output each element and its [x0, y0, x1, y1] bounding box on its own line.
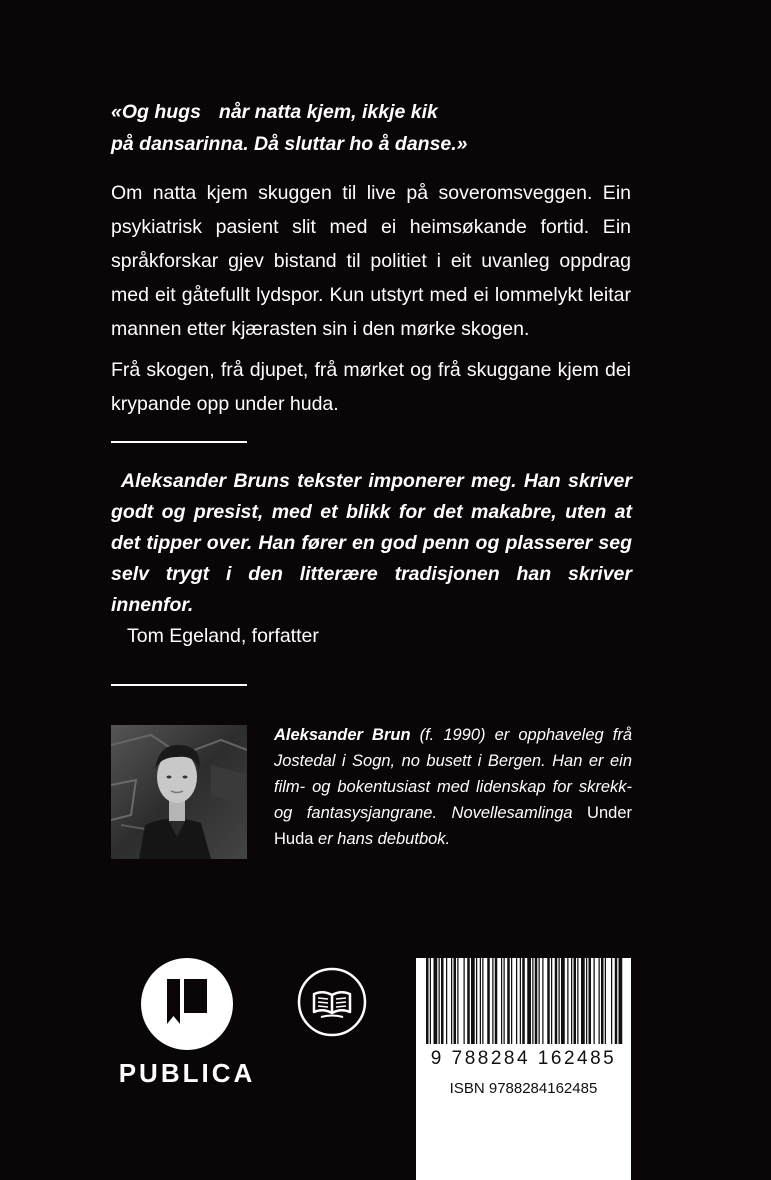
blurb-paragraph-1: Om natta kjem skuggen til live på soveromsveggen. Ein psykiatrisk pasient slit med ei heimsøkande fortid. Ein språkforskar gjev bistand til politiet i eit uvanleg oppdrag med eit gåtefullt lydspor. Kun utstyrt med ei lommelykt leitar mannen etter kjærasten sin i den mørke skogen. — [111, 182, 631, 340]
barcode-bar — [495, 958, 498, 1044]
barcode-bar — [567, 958, 568, 1044]
barcode-bar — [594, 958, 595, 1044]
barcode-bar — [527, 958, 531, 1044]
barcode-digits: 9 788284 162485 — [430, 1048, 617, 1069]
barcode-bar — [559, 958, 560, 1044]
barcode — [416, 958, 631, 1180]
barcode-bar — [577, 958, 578, 1044]
barcode-bar — [476, 958, 477, 1044]
author-name: Aleksander Brun — [274, 726, 411, 744]
barcode-bar — [522, 958, 525, 1044]
epigraph-quote — [111, 96, 651, 160]
barcode-bar — [487, 958, 490, 1044]
barcode-bar — [426, 958, 429, 1044]
barcode-bar — [561, 958, 565, 1044]
barcode-bar — [547, 958, 550, 1044]
author-photo — [111, 725, 247, 859]
barcode-bar — [539, 958, 540, 1044]
barcode-bar — [605, 958, 606, 1044]
barcode-bar — [464, 958, 465, 1044]
review-attribution: Tom Egeland, forfatter — [127, 625, 319, 647]
barcode-bar — [599, 958, 600, 1044]
barcode-bar — [492, 958, 493, 1044]
barcode-bar — [501, 958, 502, 1044]
barcode-bar — [601, 958, 604, 1044]
publica-logo-icon — [141, 958, 233, 1055]
barcode-bar — [551, 958, 552, 1044]
barcode-bar — [454, 958, 457, 1044]
divider-rule — [111, 684, 247, 686]
author-bio — [274, 722, 632, 852]
barcode-bar — [619, 958, 623, 1044]
epigraph-line2: på dansarinna. Då sluttar ho å danse.» — [111, 133, 468, 155]
blurb-paragraph-2: Frå skogen, frå djupet, frå mørket og frå skuggane kjem dei krypande opp under huda. — [111, 359, 631, 415]
barcode-bar — [457, 958, 458, 1044]
barcode-bar — [439, 958, 440, 1044]
barcode-bar — [446, 958, 447, 1044]
barcode-bar — [507, 958, 510, 1044]
author-bio-text-a: (f. 1990) er opphaveleg frå Jostedal i Sogn, no busett i Bergen. Han er ein film- og bokentusiast med lidenskap for skrekk- og fantasysjangrane. Novellesamlinga — [274, 726, 632, 822]
epigraph-line1-a: «Og hugs — [111, 101, 201, 123]
barcode-bar — [430, 958, 431, 1044]
isbn-number: ISBN 9788284162485 — [449, 1080, 598, 1097]
barcode-bar — [532, 958, 533, 1044]
barcode-bar — [482, 958, 483, 1044]
epigraph-line1-b: når natta kjem, ikkje kik — [218, 101, 438, 123]
barcode-bar — [542, 958, 543, 1044]
barcode-bar — [504, 958, 505, 1044]
book-title: Under Huda — [274, 804, 632, 848]
barcode-bar — [480, 958, 481, 1044]
barcode-bar — [611, 958, 612, 1044]
barcode-bar — [574, 958, 577, 1044]
barcode-bar — [434, 958, 438, 1044]
publisher-name: PUBLICA — [118, 1058, 256, 1088]
barcode-bar — [520, 958, 521, 1044]
barcode-bar — [451, 958, 452, 1044]
barcode-bar — [581, 958, 585, 1044]
barcode-bar — [555, 958, 558, 1044]
barcode-bar — [511, 958, 512, 1044]
barcode-bar — [535, 958, 538, 1044]
barcode-bar — [589, 958, 592, 1044]
barcode-bar — [586, 958, 587, 1044]
barcode-bar — [571, 958, 572, 1044]
barcode-bars — [422, 958, 625, 1050]
barcode-bar — [615, 958, 618, 1044]
barcode-bar — [471, 958, 475, 1044]
review-quote: Aleksander Bruns tekster imponerer meg. Han skriver godt og presist, med et blikk for det makabre, uten at det tipper over. Han fører en god penn og plasserer seg selv trygt i den litterære tradisjonen han skriver innenfor. — [111, 470, 632, 616]
divider-rule — [111, 441, 247, 443]
barcode-bar — [441, 958, 444, 1044]
open-book-icon — [297, 967, 367, 1042]
author-bio-text-b: er hans debutbok. — [313, 830, 451, 848]
barcode-bar — [467, 958, 470, 1044]
barcode-bar — [516, 958, 517, 1044]
